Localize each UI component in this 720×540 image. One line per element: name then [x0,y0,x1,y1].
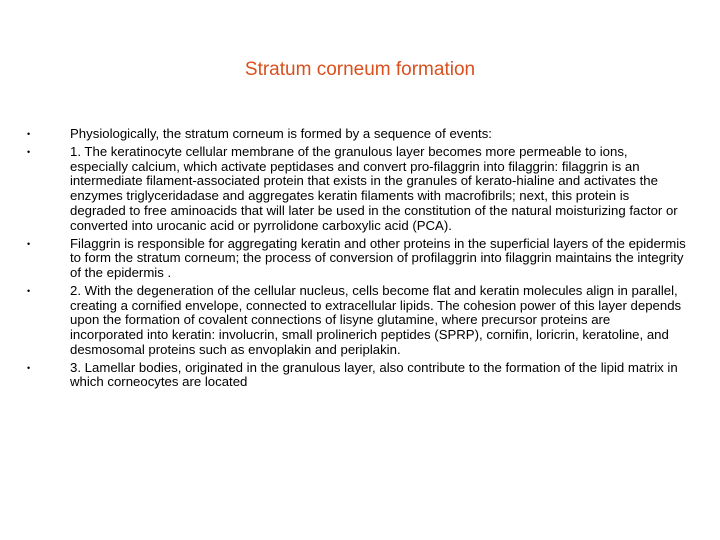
bullet-item [27,127,687,142]
bullet-text: 3. Lamellar bodies, originated in the granulous layer, also contribute to the formation of the lipid matrix in which corneocytes are located [70,359,678,390]
bullet-text: Filaggrin is responsible for aggregating keratin and other proteins in the superficial layers of the epidermis to form the stratum corneum; the process of conversion of profilaggrin into filaggrin maintains the integrity of the epidermis . [70,235,686,280]
bullet-icon: • [27,362,31,373]
slide-title: Stratum corneum formation [244,59,476,80]
bullet-item [27,284,687,358]
bullet-icon: • [27,285,31,296]
bullet-text: 2. With the degeneration of the cellular nucleus, cells become flat and keratin molecules align in parallel, creating a cornified envelope, connected to extracellular lipids. The cohesion power of this layer depends upon the formation of covalent connections of lisyne glutamine, where precursor proteins are incorporated into keratin: involucrin, small prolinerich peptides (SPRP), cornifin, loricrin, keratoline, and desmosomal proteins such as envoplakin and periplakin. [70,282,682,357]
bullet-icon: • [27,129,31,139]
bullet-icon: • [27,147,31,157]
bullet-icon: • [27,238,31,249]
bullet-item [27,361,687,390]
bullet-text: Physiologically, the stratum corneum is formed by a sequence of events: [70,126,492,141]
bullet-list [27,127,687,393]
bullet-item [27,145,687,233]
bullet-item [27,237,687,281]
bullet-text: 1. The keratinocyte cellular membrane of the granulous layer becomes more permeable to ions, especially calcium, which activate peptidases and convert pro-filaggrin into filaggrin: filaggrin is an intermediate filament-associated protein that exists in the granules of kerato-hialine and activates the enzymes triglyceridadase and aggregates keratin filaments with macrofibrils; next, this protein is degraded to free aminoacids that will later be used in the constitution of the natural moisturizing factor or converted into urocanic acid or pyrrolidone carboxylic acid (PCA). [70,144,678,233]
